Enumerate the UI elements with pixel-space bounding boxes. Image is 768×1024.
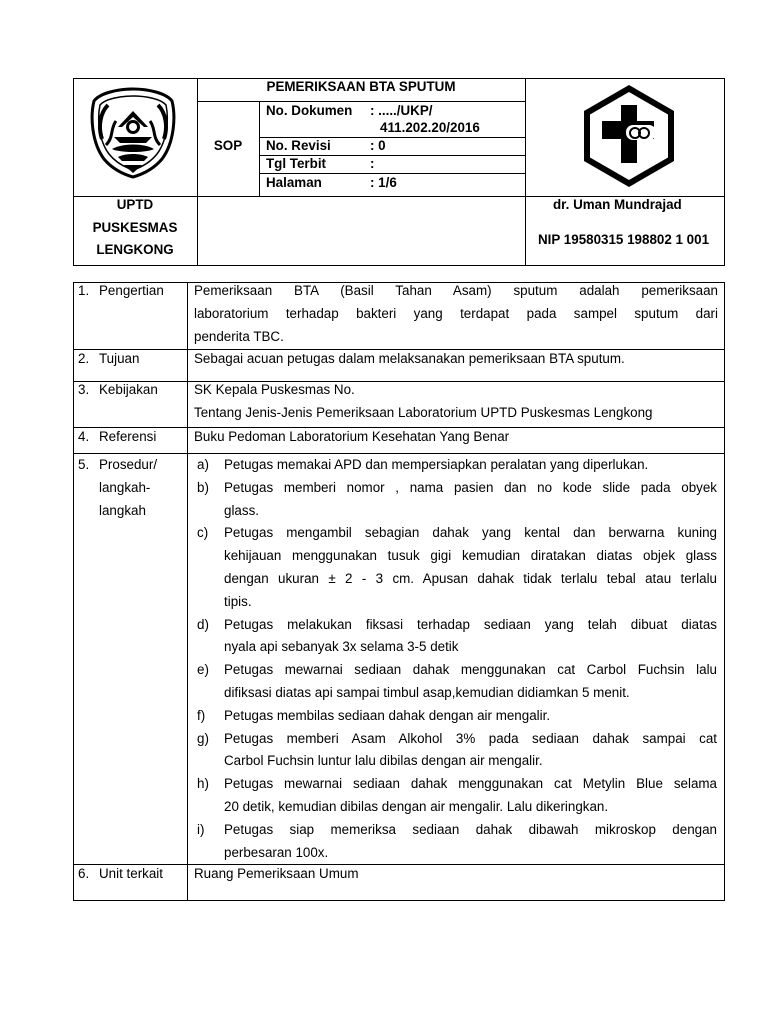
terbit-label: Tgl Terbit (266, 156, 327, 171)
step-line: Petugas siap memeriksa sediaan dahak dibawah mikroskop dengan (224, 821, 717, 837)
tujuan-text: Sebagai acuan petugas dalam melaksanakan pemeriksaan BTA sputum. (194, 351, 625, 366)
step-marker: a) (197, 457, 209, 472)
page-title: PEMERIKSAAN BTA SPUTUM (266, 79, 456, 94)
pengertian-line: penderita TBC. (194, 328, 284, 344)
section-label-prosedur: Prosedur/ (99, 457, 158, 472)
doc-no-label: No. Dokumen (266, 103, 353, 118)
step-text (224, 728, 717, 774)
kebijakan-line-2: Tentang Jenis-Jenis Pemeriksaan Laboratorium UPTD Puskesmas Lengkong (194, 405, 653, 420)
section-number: 6. (78, 866, 90, 881)
step-text (224, 454, 717, 477)
section-label-referensi: Referensi (99, 429, 157, 444)
step-line: Petugas memakai APD dan mempersiapkan peralatan yang diperlukan. (224, 457, 649, 472)
step-text (224, 773, 717, 819)
step-marker: c) (197, 525, 209, 541)
step-marker: e) (197, 662, 209, 678)
unit-text: Ruang Pemeriksaan Umum (194, 866, 359, 881)
step-line: perbesaran 100x. (224, 844, 329, 860)
regency-emblem-icon (88, 87, 178, 179)
terbit-value: : (370, 156, 375, 171)
step-line: 20 detik, kemudian dibilas dengan air mengalir. Lalu dikeringkan. (224, 798, 609, 814)
step-text (224, 659, 717, 705)
org-line-3: LENGKONG (96, 242, 174, 257)
sop-label: SOP (213, 138, 243, 153)
step-line: Petugas membilas sediaan dahak dengan air mengalir. (224, 707, 551, 723)
section-number: 4. (78, 429, 90, 444)
referensi-text: Buku Pedoman Laboratorium Kesehatan Yang Benar (194, 429, 510, 444)
section-label-prosedur-2: langkah- (99, 480, 151, 495)
step-line: glass. (224, 502, 259, 518)
step-text (224, 522, 717, 613)
halaman-value: : 1/6 (370, 175, 397, 190)
step-line: Petugas mengambil sebagian dahak yang kental dan berwarna kuning (224, 525, 717, 541)
step-marker: d) (197, 616, 209, 632)
section-label-prosedur-3: langkah (99, 503, 146, 518)
step-text (224, 705, 717, 728)
signer-nip: NIP 19580315 198802 1 001 (538, 232, 710, 247)
step-line: difiksasi diatas api sampai timbul asap,kemudian didiamkan 5 menit. (224, 684, 630, 700)
step-marker: i) (197, 821, 205, 837)
section-label-pengertian: Pengertian (99, 283, 164, 298)
section-label-kebijakan: Kebijakan (99, 382, 158, 397)
revisi-label: No. Revisi (266, 138, 331, 153)
doc-no-value-2: 411.202.20/2016 (380, 120, 480, 135)
signer-name: dr. Uman Mundrajad (553, 197, 682, 212)
section-number: 2. (78, 351, 90, 366)
step-marker: f) (197, 707, 206, 723)
revisi-value: : 0 (370, 138, 386, 153)
step-marker: g) (197, 730, 209, 746)
step-line: nyala api sebanyak 3x selama 3-5 detik (224, 639, 459, 655)
step-line: Petugas memberi Asam Alkohol 3% pada sediaan dahak sampai cat (224, 730, 717, 746)
halaman-label: Halaman (266, 175, 322, 190)
step-line: Carbol Fuchsin luntur lalu dibilas dengan air mengalir. (224, 753, 543, 769)
org-line-2: PUSKESMAS (92, 220, 178, 235)
section-number: 1. (78, 283, 90, 298)
step-line: Petugas mewarnai sediaan dahak menggunakan cat Carbol Fuchsin lalu (224, 662, 717, 678)
step-line: tipis. (224, 593, 252, 609)
step-line: dengan ukuran ± 2 - 3 cm. Apusan dahak tidak terlalu tebal atau terlalu (224, 570, 717, 586)
pengertian-line: laboratorium terhadap bakteri yang terdapat pada sampel sputum dari (194, 305, 718, 321)
step-line: Petugas memberi nomor , nama pasien dan no kode slide pada obyek (224, 479, 717, 495)
step-marker: b) (197, 479, 209, 495)
step-line: Petugas melakukan fiksasi terhadap sediaan yang telah dibuat diatas (224, 616, 717, 632)
step-text (224, 819, 717, 865)
section-number: 3. (78, 382, 90, 397)
pengertian-text (194, 280, 718, 348)
step-text (224, 477, 717, 523)
pengertian-line: Pemeriksaan BTA (Basil Tahan Asam) sputum adalah pemeriksaan (194, 283, 718, 298)
kebijakan-line-1: SK Kepala Puskesmas No. (194, 382, 355, 397)
step-marker: h) (197, 776, 209, 792)
puskesmas-cross-logo-icon (576, 83, 682, 189)
doc-no-value: : ...../UKP/ (370, 103, 433, 118)
org-line-1: UPTD (116, 197, 154, 212)
section-label-tujuan: Tujuan (99, 351, 140, 366)
section-number: 5. (78, 457, 90, 472)
step-line: kehijauan menggunakan tusuk gigi kemudian diratakan diatas objek glass (224, 548, 717, 564)
step-text (224, 614, 717, 660)
step-line: Petugas mewarnai sediaan dahak menggunakan cat Metylin Blue selama (224, 776, 717, 792)
section-label-unit: Unit terkait (99, 866, 163, 881)
